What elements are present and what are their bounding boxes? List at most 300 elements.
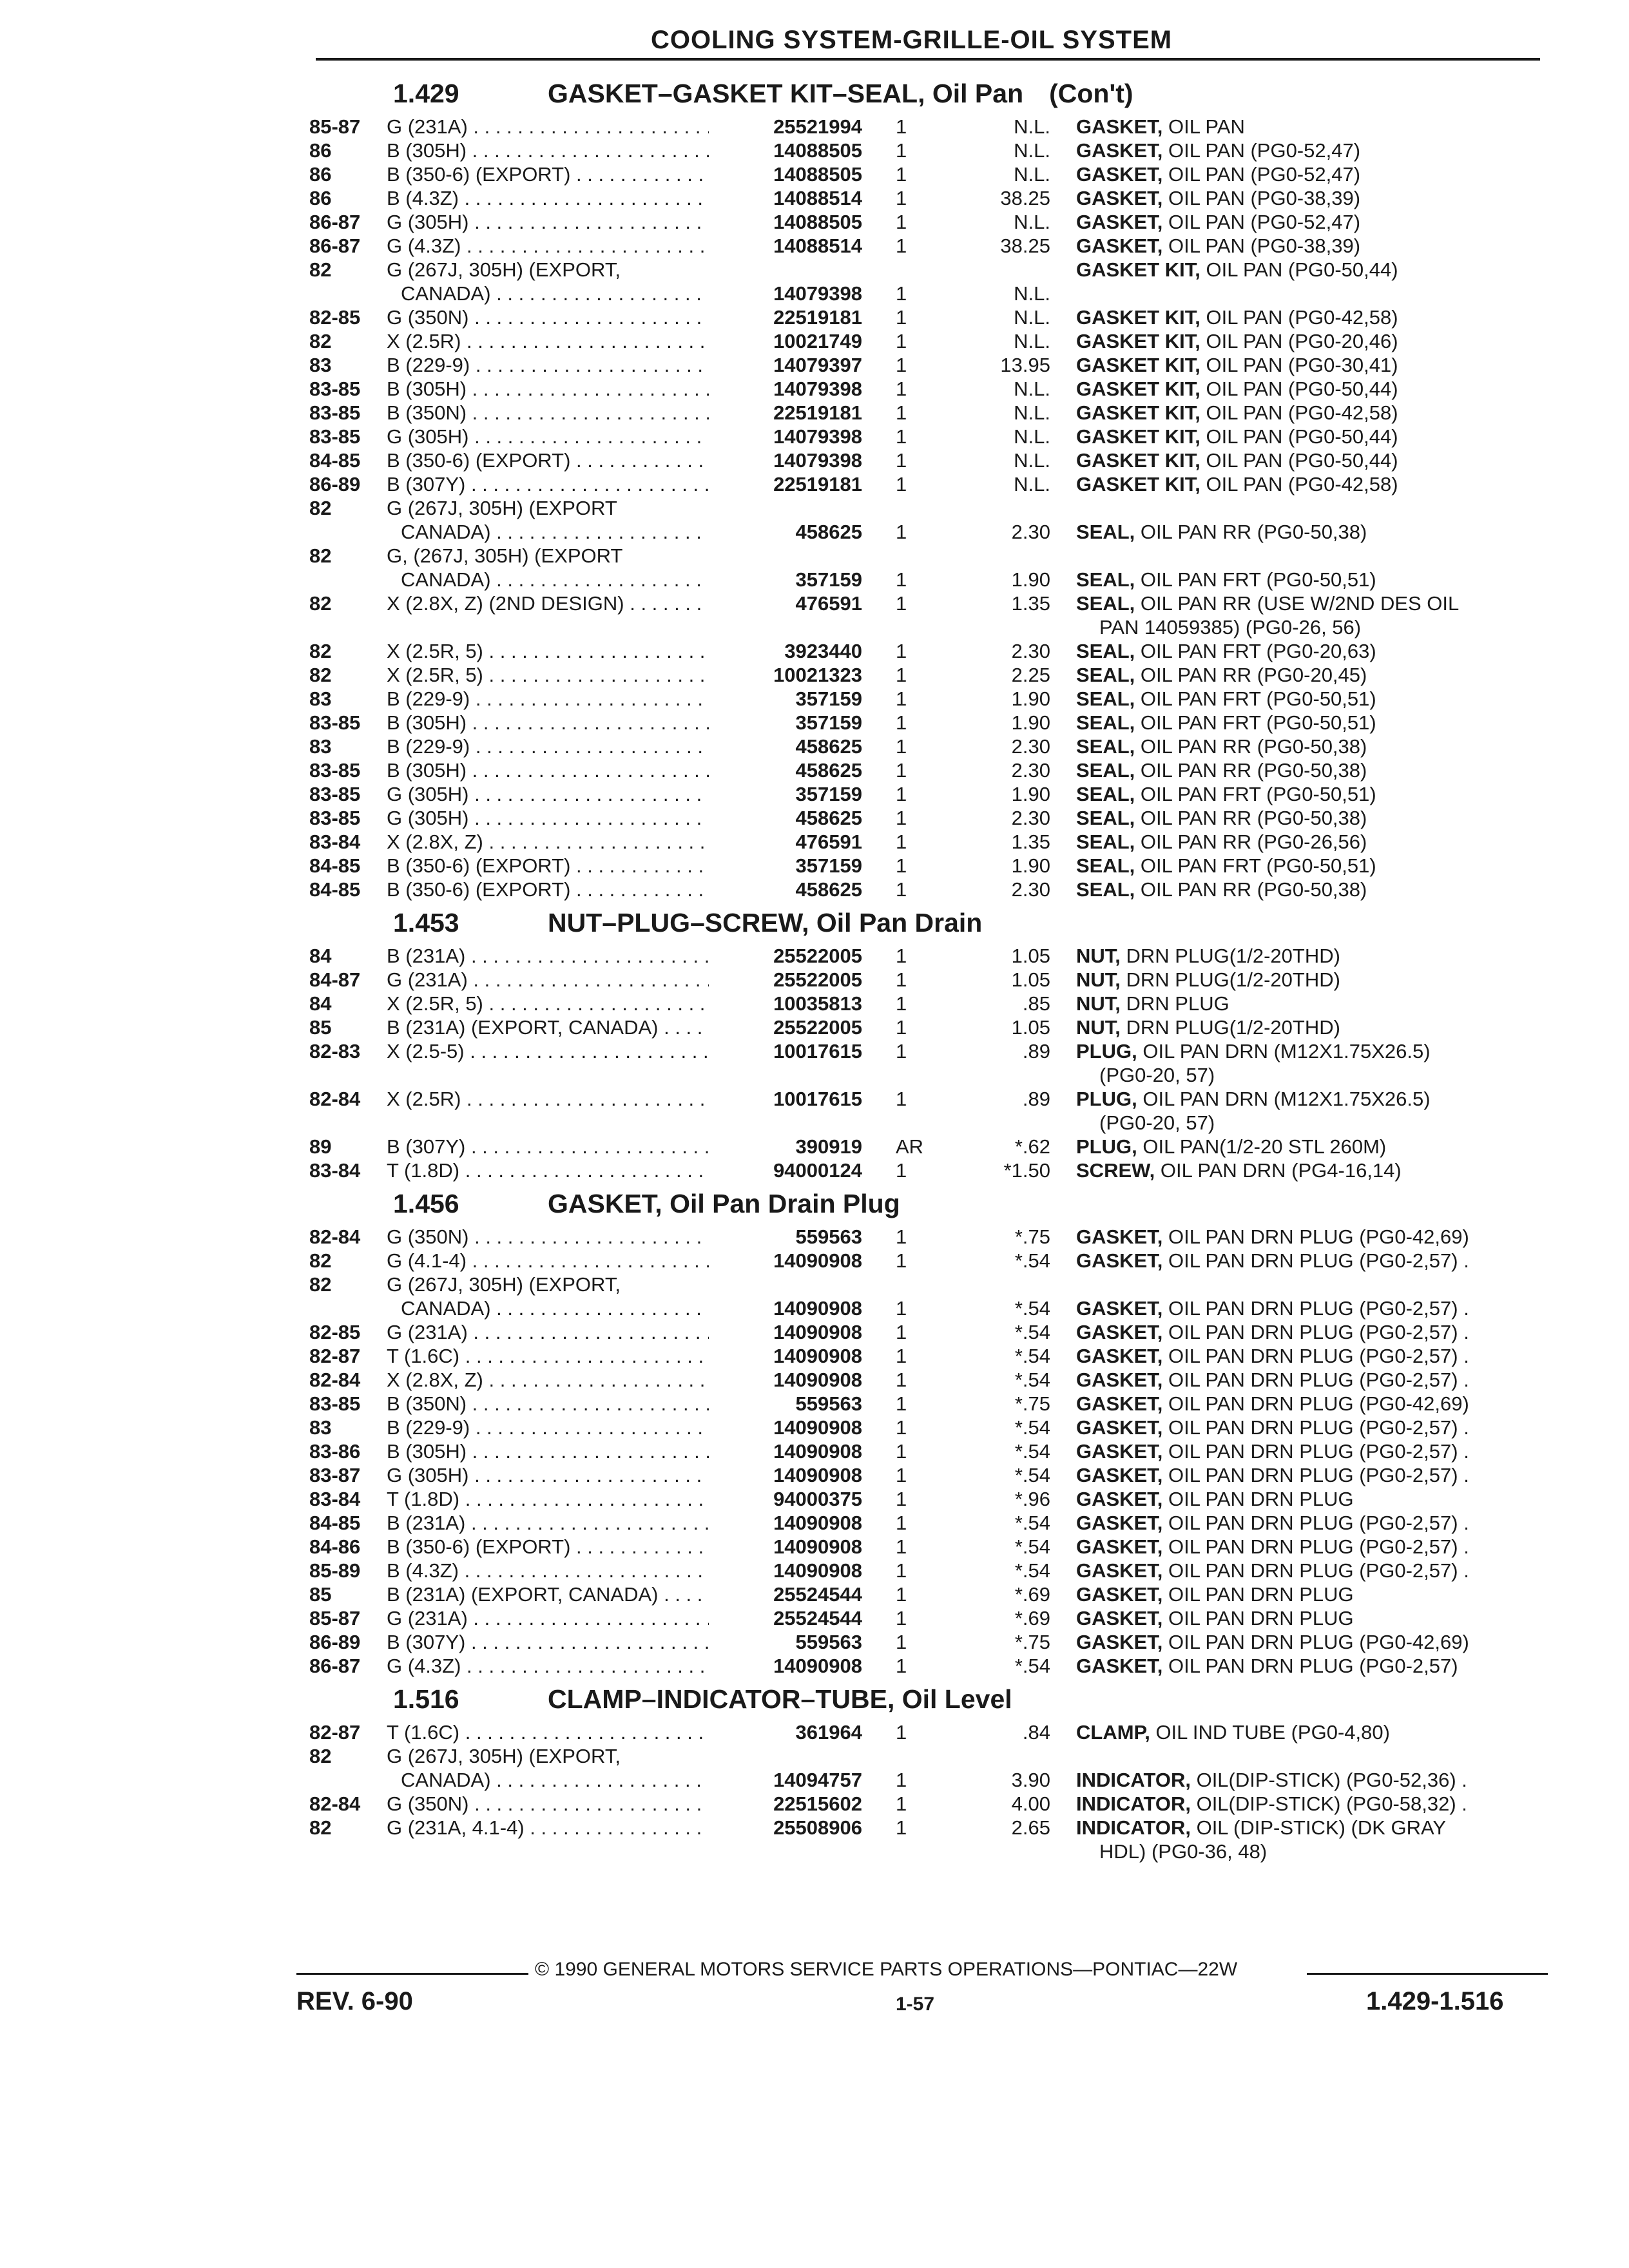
part-number: 94000375: [709, 1487, 862, 1511]
year-range: 82-83: [309, 1040, 361, 1062]
description-part-name: CLAMP,: [1076, 1721, 1150, 1744]
price: 1.90: [1011, 687, 1050, 710]
part-number: 476591: [709, 591, 862, 615]
section-title: [548, 1684, 1012, 1715]
parts-row: [309, 1158, 1553, 1182]
model-engine: [387, 830, 741, 854]
model-line: G (350N) . . .: [387, 1792, 741, 1816]
description-part-name: SEAL,: [1076, 807, 1135, 829]
parts-row: [309, 758, 1553, 782]
parts-row: [309, 1487, 1553, 1511]
model-engine: [387, 735, 741, 758]
description-line: GASKET, OIL PAN DRN PLUG (PG0-42,69): [1076, 1392, 1469, 1415]
parts-row: [309, 1225, 1553, 1249]
model-engine: [387, 472, 741, 496]
model-line: B (229-9) . . .: [387, 1416, 741, 1439]
model-line: G (231A) . . .: [387, 1320, 741, 1344]
quantity: 1: [896, 115, 907, 138]
quantity: 1: [896, 1464, 907, 1486]
year-range: 82: [309, 1816, 332, 1839]
part-number: 10021323: [709, 663, 862, 687]
year-range: 82-84: [309, 1792, 361, 1815]
description: [1076, 1720, 1553, 1744]
description-line: SEAL, OIL PAN FRT (PG0-20,63): [1076, 640, 1376, 662]
model-line: B (307Y) . . .: [387, 472, 741, 496]
year-range: 83-85: [309, 401, 361, 424]
model-line: CANADA) . . .: [387, 1768, 741, 1792]
part-number: 390919: [709, 1135, 862, 1158]
part-number: 458625: [709, 758, 862, 782]
model-engine: [387, 1320, 741, 1344]
description-part-name: NUT,: [1076, 945, 1121, 967]
quantity: 1: [896, 473, 907, 495]
parts-row: [309, 1606, 1553, 1630]
description-part-name: GASKET KIT,: [1076, 258, 1200, 281]
year-range: 86-87: [309, 1655, 361, 1677]
part-number: 357159: [709, 854, 862, 878]
year-range: 84-86: [309, 1535, 361, 1558]
section-title: [548, 908, 982, 938]
description-line: SCREW, OIL PAN DRN (PG4-16,14): [1076, 1159, 1402, 1182]
parts-row: [309, 854, 1553, 878]
quantity: 1: [896, 354, 907, 376]
part-number: 458625: [709, 878, 862, 901]
quantity: 1: [896, 711, 907, 734]
model-line: B (229-9) . . .: [387, 735, 741, 758]
model-line: G (4.1-4) . . .: [387, 1249, 741, 1273]
year-range: 82: [309, 640, 332, 662]
price: 1.90: [1011, 568, 1050, 591]
parts-row: [309, 1582, 1553, 1606]
section-number: 1.429: [393, 79, 459, 108]
part-number: 14079398: [709, 425, 862, 448]
quantity: 1: [896, 664, 907, 686]
parts-row: [309, 992, 1553, 1015]
year-range: 83: [309, 735, 332, 758]
quantity: 1: [896, 1297, 907, 1320]
header-rule: [316, 58, 1540, 61]
year-range: 82-84: [309, 1088, 361, 1110]
parts-row: [309, 1720, 1553, 1744]
quantity: 1: [896, 1488, 907, 1510]
quantity: 1: [896, 807, 907, 829]
year-range: 83: [309, 687, 332, 710]
price: *.54: [1014, 1535, 1050, 1558]
description-line: GASKET, OIL PAN DRN PLUG (PG0-42,69): [1076, 1225, 1469, 1248]
description: [1076, 639, 1553, 663]
description-line: GASKET, OIL PAN DRN PLUG: [1076, 1607, 1354, 1629]
part-number: 10017615: [709, 1039, 862, 1063]
description: [1076, 115, 1553, 139]
part-number: 14090908: [709, 1416, 862, 1439]
description: [1076, 1487, 1553, 1511]
year-range: 83-85: [309, 807, 361, 829]
description-part-name: GASKET,: [1076, 1321, 1163, 1343]
quantity: 1: [896, 282, 907, 305]
model-engine: [387, 210, 741, 234]
description: [1076, 1535, 1553, 1559]
description: [1076, 1582, 1553, 1606]
model-engine: [387, 186, 741, 210]
year-range: 83-85: [309, 711, 361, 734]
quantity: 1: [896, 401, 907, 424]
part-number: 14088505: [709, 162, 862, 186]
model-engine: [387, 1158, 741, 1182]
description-line: GASKET, OIL PAN DRN PLUG (PG0-2,57) .: [1076, 1512, 1469, 1534]
part-number: 10021749: [709, 329, 862, 353]
parts-row: [309, 639, 1553, 663]
quantity: 1: [896, 1016, 907, 1039]
quantity: 1: [896, 1345, 907, 1367]
quantity: 1: [896, 735, 907, 758]
model-engine: [387, 1630, 741, 1654]
parts-row: [309, 782, 1553, 806]
price: *1.50: [1003, 1159, 1050, 1182]
model-engine: [387, 1225, 741, 1249]
model-engine: [387, 305, 741, 329]
footer-section-range: 1.429-1.516: [1366, 1987, 1504, 2015]
description: [1076, 496, 1553, 544]
model-line: G (305H) . . .: [387, 425, 741, 448]
model-line: G (350N) . . .: [387, 1225, 741, 1249]
parts-row: [309, 1392, 1553, 1416]
parts-row: [309, 425, 1553, 448]
price: 2.30: [1011, 521, 1050, 543]
price: 2.30: [1011, 759, 1050, 782]
description: [1076, 1439, 1553, 1463]
model-line: CANADA) . . .: [387, 282, 741, 305]
price: 38.25: [1000, 235, 1050, 257]
description-line: GASKET KIT, OIL PAN (PG0-50,44): [1076, 425, 1398, 448]
parts-row: [309, 210, 1553, 234]
description-line: GASKET KIT, OIL PAN (PG0-20,46): [1076, 330, 1398, 352]
model-engine: [387, 944, 741, 968]
parts-row: [309, 1654, 1553, 1678]
quantity: 1: [896, 235, 907, 257]
model-line: G (267J, 305H) (EXPORT,: [387, 1745, 621, 1767]
model-line: B (305H) . . .: [387, 377, 741, 401]
parts-row: [309, 1416, 1553, 1439]
description: [1076, 1816, 1553, 1863]
parts-row: [309, 711, 1553, 735]
parts-row: [309, 448, 1553, 472]
model-line: X (2.8X, Z) . . .: [387, 830, 741, 854]
parts-row: [309, 1463, 1553, 1487]
quantity: 1: [896, 1607, 907, 1629]
parts-row: [309, 1344, 1553, 1368]
part-number: 14079397: [709, 353, 862, 377]
model-line: G (305H) . . .: [387, 210, 741, 234]
model-line: X (2.8X, Z) . . .: [387, 1368, 741, 1392]
model-line: G (231A, 4.1-4) . . .: [387, 1816, 741, 1840]
price: 2.30: [1011, 735, 1050, 758]
description-line: GASKET, OIL PAN DRN PLUG (PG0-2,57): [1076, 1655, 1458, 1677]
price: 4.00: [1011, 1792, 1050, 1815]
year-range: 83: [309, 1416, 332, 1439]
model-line: CANADA) . . .: [387, 520, 741, 544]
description-part-name: SEAL,: [1076, 640, 1135, 662]
parts-row: [309, 1273, 1553, 1320]
price: N.L.: [1014, 211, 1050, 233]
quantity: 1: [896, 449, 907, 472]
parts-row: [309, 1249, 1553, 1273]
description-line: SEAL, OIL PAN FRT (PG0-50,51): [1076, 568, 1376, 591]
description-part-name: GASKET,: [1076, 1512, 1163, 1534]
parts-row: [309, 1630, 1553, 1654]
parts-row: [309, 234, 1553, 258]
description-line: PLUG, OIL PAN DRN (M12X1.75X26.5): [1076, 1088, 1431, 1110]
model-engine: [387, 234, 741, 258]
quantity: 1: [896, 992, 907, 1015]
model-engine: [387, 162, 741, 186]
description-part-name: SCREW,: [1076, 1159, 1155, 1182]
part-number: 458625: [709, 735, 862, 758]
description: [1076, 591, 1553, 639]
description: [1076, 425, 1553, 448]
year-range: 86-87: [309, 211, 361, 233]
section-title-text: NUT–PLUG–SCREW, Oil Pan Drain: [548, 908, 983, 937]
description: [1076, 305, 1553, 329]
year-range: 82: [309, 258, 332, 281]
model-line: B (350N) . . .: [387, 1392, 741, 1416]
model-line: B (231A) (EXPORT, CANADA) . . . .: [387, 1582, 741, 1606]
description-line: SEAL, OIL PAN RR (PG0-50,38): [1076, 807, 1367, 829]
description-line: GASKET, OIL PAN DRN PLUG (PG0-42,69): [1076, 1631, 1469, 1653]
model-engine: [387, 401, 741, 425]
model-line: B (350-6) (EXPORT) . . .: [387, 162, 741, 186]
model-engine: [387, 544, 741, 591]
description-part-name: GASKET,: [1076, 115, 1163, 138]
description-line: GASKET KIT, OIL PAN (PG0-42,58): [1076, 473, 1398, 495]
description: [1076, 1606, 1553, 1630]
price: 2.65: [1011, 1816, 1050, 1839]
description-line: GASKET KIT, OIL PAN (PG0-50,44): [1076, 449, 1398, 472]
price: *.54: [1014, 1249, 1050, 1272]
price: N.L.: [1014, 163, 1050, 186]
description: [1076, 663, 1553, 687]
description-line: GASKET, OIL PAN DRN PLUG (PG0-2,57) .: [1076, 1345, 1469, 1367]
model-engine: [387, 329, 741, 353]
part-number: 25521994: [709, 115, 862, 139]
page-header-title: COOLING SYSTEM-GRILLE-OIL SYSTEM: [651, 26, 1173, 54]
model-engine: [387, 1582, 741, 1606]
quantity: 1: [896, 1088, 907, 1110]
model-engine: [387, 992, 741, 1015]
quantity: 1: [896, 1159, 907, 1182]
quantity: 1: [896, 139, 907, 162]
model-engine: [387, 878, 741, 901]
description: [1076, 1630, 1553, 1654]
model-engine: [387, 1463, 741, 1487]
price: N.L.: [1014, 378, 1050, 400]
model-engine: [387, 1344, 741, 1368]
description-part-name: GASKET,: [1076, 1535, 1163, 1558]
quantity: 1: [896, 1631, 907, 1653]
description-line: GASKET, OIL PAN (PG0-38,39): [1076, 235, 1361, 257]
model-line: CANADA) . . .: [387, 568, 741, 591]
parts-row: [309, 1087, 1553, 1135]
model-line: X (2.8X, Z) (2ND DESIGN) . . .: [387, 591, 741, 615]
model-engine: [387, 1273, 741, 1320]
model-line: X (2.5R, 5) . . .: [387, 992, 741, 1015]
description-part-name: GASKET KIT,: [1076, 354, 1200, 376]
quantity: 1: [896, 1816, 907, 1839]
model-engine: [387, 687, 741, 711]
price: N.L.: [1014, 282, 1050, 305]
description-part-name: GASKET,: [1076, 1655, 1163, 1677]
parts-row: [309, 687, 1553, 711]
quantity: 1: [896, 783, 907, 805]
year-range: 82: [309, 1745, 332, 1767]
model-engine: [387, 1135, 741, 1158]
description: [1076, 1511, 1553, 1535]
parts-listing: [309, 72, 1553, 1863]
model-engine: [387, 639, 741, 663]
model-line: G (267J, 305H) (EXPORT,: [387, 1273, 621, 1296]
description-part-name: INDICATOR,: [1076, 1792, 1191, 1815]
quantity: 1: [896, 1369, 907, 1391]
description-part-name: GASKET,: [1076, 1440, 1163, 1463]
model-line: G (350N) . . .: [387, 305, 741, 329]
price: .89: [1022, 1088, 1050, 1110]
footer-revision: REV. 6-90: [296, 1987, 413, 2015]
description: [1076, 1344, 1553, 1368]
year-range: 83: [309, 354, 332, 376]
price: 2.25: [1011, 664, 1050, 686]
description-part-name: SEAL,: [1076, 878, 1135, 901]
parts-row: [309, 944, 1553, 968]
description-part-name: GASKET,: [1076, 1249, 1163, 1272]
description: [1076, 1320, 1553, 1344]
description: [1076, 830, 1553, 854]
description: [1076, 1225, 1553, 1249]
description-part-name: INDICATOR,: [1076, 1769, 1191, 1791]
price: 1.05: [1011, 1016, 1050, 1039]
description-part-name: GASKET KIT,: [1076, 449, 1200, 472]
model-engine: [387, 1368, 741, 1392]
year-range: 82: [309, 497, 332, 519]
section-title: [548, 79, 1133, 109]
quantity: 1: [896, 187, 907, 209]
parts-row: [309, 1015, 1553, 1039]
price: N.L.: [1014, 401, 1050, 424]
parts-row: [309, 496, 1553, 544]
year-range: 84: [309, 945, 332, 967]
quantity: 1: [896, 592, 907, 615]
part-number: 14088505: [709, 139, 862, 162]
description: [1076, 1135, 1553, 1158]
model-line: G (305H) . . .: [387, 806, 741, 830]
part-number: 25524544: [709, 1606, 862, 1630]
parts-row: [309, 1744, 1553, 1792]
description: [1076, 353, 1553, 377]
description-part-name: SEAL,: [1076, 783, 1135, 805]
part-number: 14079398: [709, 377, 862, 401]
quantity: AR: [896, 1135, 924, 1158]
quantity: 1: [896, 1535, 907, 1558]
price: *.54: [1014, 1655, 1050, 1677]
year-range: 84-85: [309, 449, 361, 472]
quantity: 1: [896, 640, 907, 662]
model-line: G (267J, 305H) (EXPORT: [387, 497, 617, 519]
model-line: B (305H) . . .: [387, 711, 741, 735]
parts-row: [309, 1559, 1553, 1582]
description-part-name: GASKET,: [1076, 1488, 1163, 1510]
parts-row: [309, 1039, 1553, 1087]
model-engine: [387, 377, 741, 401]
part-number: 14090908: [709, 1368, 862, 1392]
year-range: 83-85: [309, 1392, 361, 1415]
part-number: 357159: [709, 687, 862, 711]
parts-row: [309, 305, 1553, 329]
model-line: T (1.8D) . . .: [387, 1158, 741, 1182]
description-line: [1076, 1744, 1553, 1768]
quantity: 1: [896, 854, 907, 877]
description-line: GASKET, OIL PAN DRN PLUG (PG0-2,57) .: [1076, 1321, 1469, 1343]
description-part-name: PLUG,: [1076, 1135, 1137, 1158]
description-line: GASKET KIT, OIL PAN (PG0-50,44): [1076, 378, 1398, 400]
model-line: B (229-9) . . .: [387, 353, 741, 377]
description-line: NUT, DRN PLUG: [1076, 992, 1229, 1015]
model-engine: [387, 115, 741, 139]
description: [1076, 472, 1553, 496]
model-engine: [387, 1535, 741, 1559]
description-line: SEAL, OIL PAN RR (PG0-50,38): [1076, 878, 1367, 901]
description: [1076, 186, 1553, 210]
description: [1076, 878, 1553, 901]
model-engine: [387, 1720, 741, 1744]
parts-row: [309, 830, 1553, 854]
description-line: GASKET, OIL PAN DRN PLUG (PG0-2,57) .: [1076, 1440, 1469, 1463]
price: 1.35: [1011, 831, 1050, 853]
part-number: 25522005: [709, 968, 862, 992]
parts-row: [309, 735, 1553, 758]
price: 2.30: [1011, 807, 1050, 829]
description-part-name: GASKET,: [1076, 1631, 1163, 1653]
description: [1076, 1039, 1553, 1087]
part-number: 14090908: [709, 1249, 862, 1273]
price: 1.35: [1011, 592, 1050, 615]
part-number: 14079398: [709, 282, 862, 305]
description-part-name: SEAL,: [1076, 759, 1135, 782]
part-number: 14090908: [709, 1511, 862, 1535]
year-range: 82-85: [309, 1321, 361, 1343]
parts-row: [309, 591, 1553, 639]
model-line: X (2.5R, 5) . . .: [387, 639, 741, 663]
description: [1076, 329, 1553, 353]
year-range: 82: [309, 1273, 332, 1296]
model-engine: [387, 1392, 741, 1416]
description-line: [1076, 1273, 1553, 1296]
part-number: 22519181: [709, 305, 862, 329]
model-line: X (2.5R, 5) . . .: [387, 663, 741, 687]
parts-row: [309, 544, 1553, 591]
price: N.L.: [1014, 425, 1050, 448]
description: [1076, 735, 1553, 758]
description-line: GASKET, OIL PAN DRN PLUG (PG0-2,57) .: [1076, 1559, 1469, 1582]
model-line: X (2.5R) . . .: [387, 329, 741, 353]
model-engine: [387, 968, 741, 992]
quantity: 1: [896, 1583, 907, 1606]
part-number: 3923440: [709, 639, 862, 663]
quantity: 1: [896, 1416, 907, 1439]
description-line: INDICATOR, OIL (DIP-STICK) (DK GRAY: [1076, 1816, 1447, 1839]
quantity: 1: [896, 1655, 907, 1677]
price: 38.25: [1000, 187, 1050, 209]
model-engine: [387, 1654, 741, 1678]
price: 3.90: [1011, 1769, 1050, 1791]
model-line: T (1.6C) . . .: [387, 1344, 741, 1368]
